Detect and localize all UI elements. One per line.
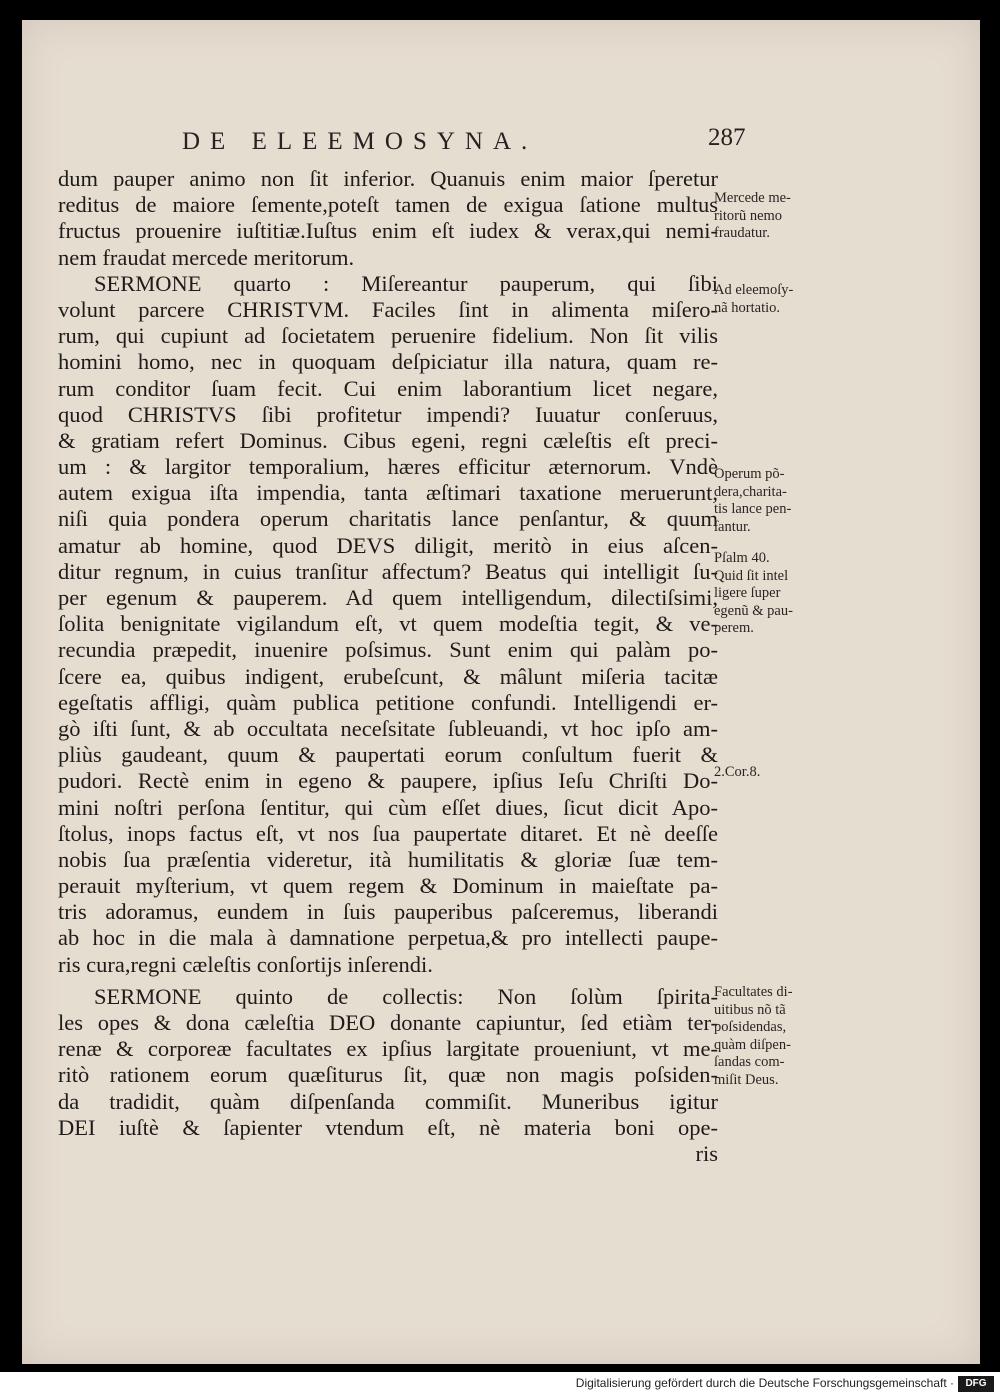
marginal-note (714, 282, 844, 317)
marginal-note (714, 984, 844, 1089)
marginal-note-line: dera,charita- (714, 483, 787, 500)
text-line: da tradidit, quàm diſpenſanda commiſit. Muneribus igitur (58, 1088, 718, 1114)
text-line: SERMONE quarto : Miſereantur pauperum, qui ſibi (94, 270, 718, 296)
text-line: ritò rationem eorum quæſiturus ſit, quæ non magis poſsiden- (58, 1062, 718, 1088)
marginal-note-line: Pſalm 40. (714, 550, 770, 566)
text-line: tris adoramus, eundem in ſuis pauperibus paſceremus, liberandi (58, 899, 718, 925)
text-line: autem exigua iſta impendia, tanta æſtimari taxatione meruerunt, (58, 480, 718, 506)
text-line: homini homo, nec in quoquam deſpiciatur illa natura, quam re- (58, 349, 718, 375)
marginal-note-line: uitibus nõ tã (714, 1001, 786, 1018)
marginal-note-line: ritorũ nemo (714, 207, 783, 224)
marginal-note-line: ligere ſuper (714, 585, 781, 601)
text-line: pliùs gaudeant, quum & paupertati eorum conſultum fuerit & (58, 742, 718, 768)
book-page (22, 20, 980, 1364)
marginal-note (714, 466, 844, 536)
text-line: rum, qui cupiunt ad ſocietatem peruenire fidelium. Non ſit vilis (58, 323, 718, 349)
marginal-note-line: ſandas com- (714, 1054, 785, 1070)
text-line: les opes & dona cæleſtia DEO donante capiuntur, ſed etiàm ter- (58, 1010, 718, 1035)
text-line: mini noſtri perſona ſentitur, qui cùm eſſet diues, ſicut dicit Apo- (58, 794, 718, 820)
page-number: 287 (708, 124, 746, 151)
marginal-note (714, 190, 844, 243)
text-line: ris cura,regni cæleſtis conſortijs inſerendi. (58, 951, 433, 977)
text-line: per egenum & pauperem. Ad quem intelligendum, dilectiſsimi, (58, 585, 718, 610)
text-line: ſolita benignitate vigilandum eſt, vt quem modeſtia tegit, & ve- (58, 611, 718, 637)
marginal-note-line: Operum põ- (714, 466, 785, 482)
text-line: reditus de maiore ſemente,poteſt tamen de exigua ſatione multus (58, 192, 718, 218)
marginal-note-line: Mercede me- (714, 190, 791, 206)
text-line: ſtolus, inops factus eſt, vt nos ſua paupertate ditaret. Et nè deeſſe (58, 820, 718, 846)
marginal-note-line: egenũ & pau- (714, 602, 793, 619)
text-line: egeſtatis affligi, quàm publica petitione confundi. Intelligendi er- (58, 689, 718, 715)
text-line: um : & largitor temporalium, hæres efficitur æternorum. Vndè (58, 454, 718, 480)
text-line: ab hoc in die mala à damnatione perpetua,& pro intellecti paupe- (58, 925, 718, 951)
text-line: & gratiam refert Dominus. Cibus egeni, regni cæleſtis eſt preci- (58, 427, 718, 453)
marginal-note-line: tis lance pen- (714, 501, 792, 517)
text-line: nobis ſua præſentia videretur, ità humilitatis & gloriæ ſuæ tem- (58, 846, 718, 872)
dfg-logo: DFG (958, 1376, 994, 1392)
text-line: ſcere ea, quibus indigent, erubeſcunt, & mâlunt miſeria tacitæ (58, 663, 718, 689)
marginal-note-line: Facultates di- (714, 984, 793, 1000)
marginal-note-line: perem. (714, 620, 754, 636)
marginal-note-line: quàm diſpen- (714, 1036, 791, 1053)
body-text (58, 166, 718, 1167)
marginal-note-line: Ad eleemoſy- (714, 282, 794, 298)
catchword: ris (695, 1140, 718, 1166)
funding-credit: Digitalisierung gefördert durch die Deutsche Forschungsgemeinschaft · (575, 1376, 954, 1390)
text-line: nem fraudat mercede meritorum. (58, 244, 355, 270)
text-line: amatur ab homine, quod DEVS diligit, meritò in eius aſcen- (58, 532, 718, 558)
text-line: volunt parcere CHRISTVM. Faciles ſint in alimenta miſero- (58, 296, 718, 322)
text-line: quod CHRISTVS ſibi profitetur impendi? Iuuatur conſeruus, (58, 401, 718, 427)
text-line: niſi quia pondera operum charitatis lance penſantur, & quum (58, 506, 718, 532)
marginal-note (714, 764, 844, 782)
text-line: SERMONE quinto de collectis: Non ſolùm ſpirita- (94, 983, 718, 1009)
marginal-note-line: ſantur. (714, 518, 751, 535)
marginal-note-line: nã hortatio. (714, 299, 781, 316)
text-line: perauit myſterium, vt quem regem & Dominum in maieſtate pa- (58, 873, 718, 899)
text-line: pudori. Rectè enim in egeno & paupere, ipſius Ieſu Chriſti Do- (58, 768, 718, 794)
marginal-note-line: Quid ſit intel (714, 567, 789, 584)
marginal-note-line: fraudatur. (714, 225, 770, 241)
text-line: dum pauper animo non ſit inferior. Quanuis enim maior ſperetur (58, 166, 718, 191)
marginal-note-line: poſsidendas, (714, 1019, 787, 1035)
text-line: gò iſti ſunt, & ab occultata neceſsitate ſubleuandi, vt hoc ipſo am- (58, 715, 718, 741)
footer-bar (0, 1372, 1000, 1396)
running-title: DE ELEEMOSYNA. (182, 128, 538, 155)
text-line: renæ & corporeæ facultates ex ipſius largitate proueniunt, vt me- (58, 1036, 718, 1062)
marginal-note-line: 2.Cor.8. (714, 764, 761, 780)
text-line: rum conditor ſuam fecit. Cui enim laborantium licet negare, (58, 375, 718, 401)
text-line: DEI iuſtè & ſapienter vtendum eſt, nè materia boni ope- (58, 1114, 718, 1140)
text-line: recundia præpedit, inuenire poſsimus. Sunt enim qui palàm po- (58, 637, 718, 663)
text-line: ditur regnum, in cuius tranſitur affectum? Beatus qui intelligit ſu- (58, 558, 718, 584)
text-line: fructus prouenire iuſtitiæ.Iuſtus enim eſt iudex & verax,qui nemi- (58, 218, 718, 244)
marginal-note (714, 550, 844, 638)
marginal-note-line: miſit Deus. (714, 1071, 779, 1088)
